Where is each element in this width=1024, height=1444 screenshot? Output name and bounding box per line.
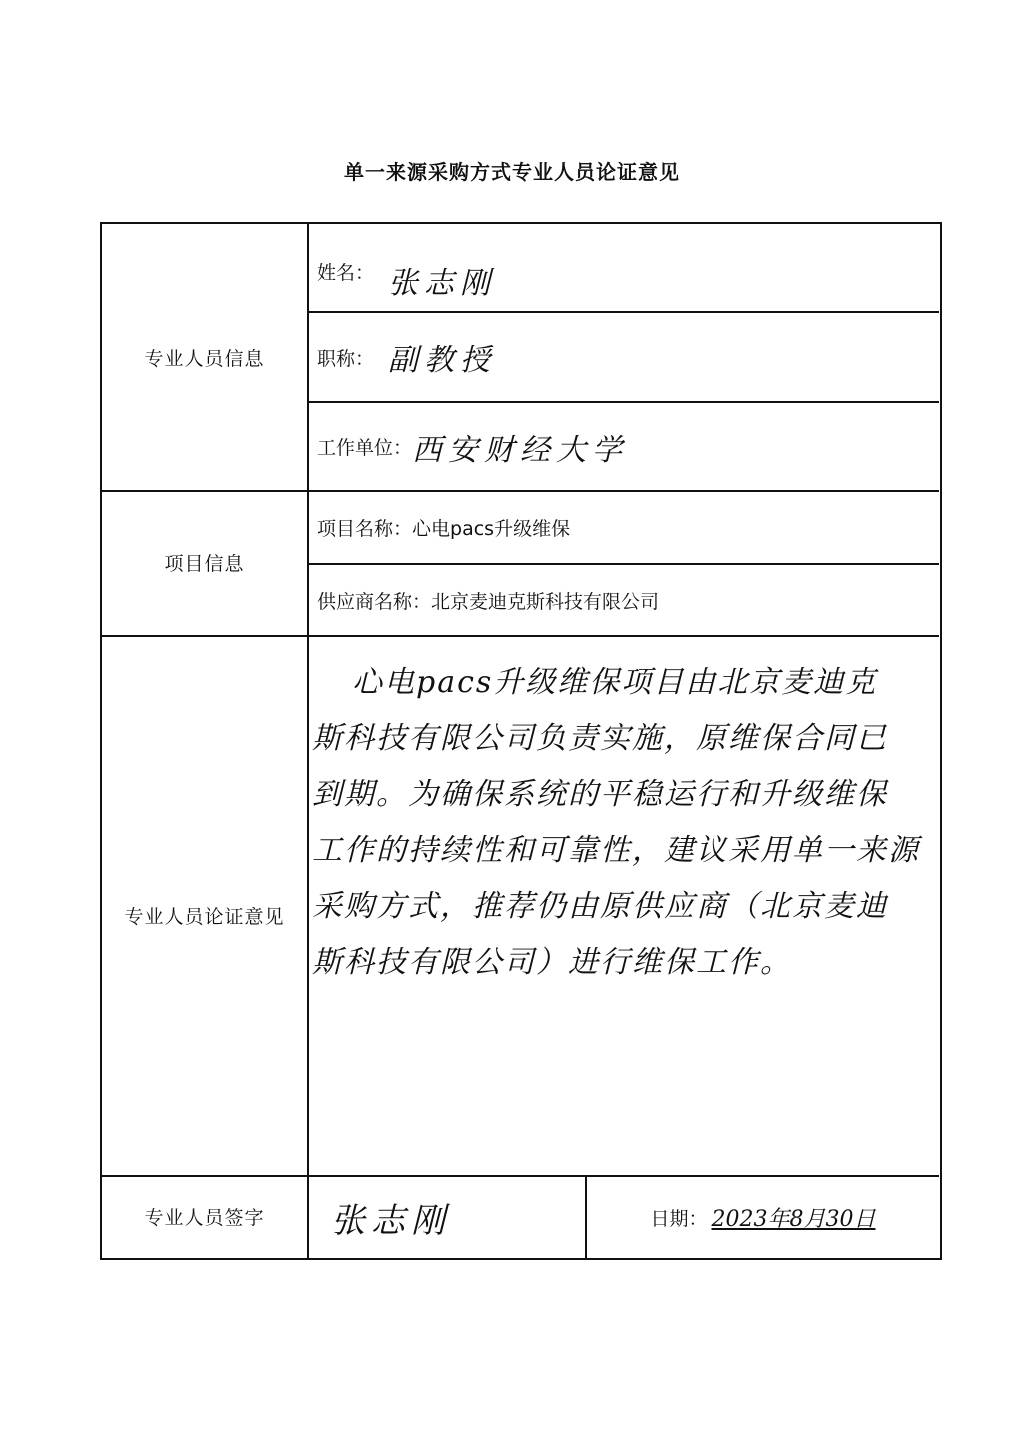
opinion-line: 斯科技有限公司负责实施，原维保合同已 (312, 721, 888, 756)
section-signature: 专业人员签字 (144, 1207, 265, 1229)
date-value: 2023年8月30日 (711, 1207, 876, 1232)
project-name-field (309, 492, 947, 563)
opinion-line: 斯科技有限公司）进行维保工作。 (312, 945, 792, 980)
employer-label: 工作单位： (317, 437, 413, 459)
section-opinion: 专业人员论证意见 (124, 905, 285, 928)
section-personnel-info: 专业人员信息 (144, 347, 265, 370)
title-handwritten: 副教授 (388, 343, 497, 378)
opinion-text (102, 637, 939, 1175)
signature-handwritten: 张志刚 (331, 1201, 451, 1241)
supplier-name-label: 供应商名称： (317, 590, 432, 613)
title-label: 职称： (317, 347, 375, 370)
opinion-line: 到期。为确保系统的平稳运行和升级维保 (312, 777, 888, 812)
document-title: 单一来源采购方式专业人员论证意见 (344, 160, 680, 184)
signature-field (309, 1177, 593, 1258)
employer-field (309, 403, 947, 490)
date-field (587, 1177, 939, 1258)
opinion-line: 工作的持续性和可靠性，建议采用单一来源 (312, 833, 920, 868)
supplier-name-value: 北京麦迪克斯科技有限公司 (431, 590, 660, 613)
opinion-form-table (100, 222, 942, 1260)
name-handwritten: 张志刚 (388, 266, 497, 301)
project-name-value: 心电pacs升级维保 (412, 518, 571, 540)
opinion-line: 心电pacs升级维保项目由北京麦迪克 (352, 665, 878, 700)
date-label: 日期： (650, 1208, 708, 1230)
supplier-name-field (309, 565, 947, 635)
employer-handwritten: 西安财经大学 (412, 432, 629, 468)
opinion-line: 采购方式，推荐仍由原供应商（北京麦迪 (312, 889, 888, 924)
project-name-label: 项目名称： (317, 518, 413, 540)
title-field (309, 313, 947, 401)
section-project-info: 项目信息 (164, 553, 245, 575)
name-label: 姓名： (317, 262, 375, 284)
